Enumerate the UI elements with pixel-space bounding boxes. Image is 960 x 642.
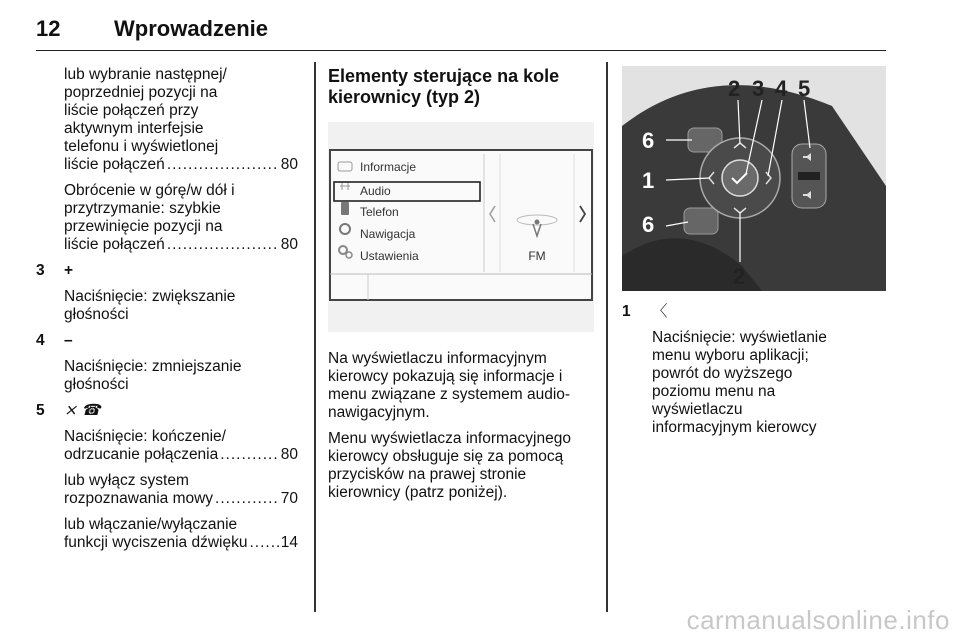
reference-page: 80 [280, 156, 298, 173]
voice-button-lower[interactable] [684, 208, 718, 234]
text-line: informacyjnym kierowcy [652, 419, 817, 436]
callout-4: 4 [775, 76, 788, 101]
menu-item-navigation[interactable]: Nawigacja [360, 227, 416, 241]
leader-dots [167, 236, 279, 254]
reference-page: 80 [280, 236, 298, 253]
menu-item-audio[interactable]: Audio [360, 184, 391, 198]
callout-2-top: 2 [728, 76, 741, 101]
text-line: Naciśnięcie: wyświetlanie [652, 329, 827, 346]
item-3-header [36, 262, 298, 280]
text-line: poprzedniej pozycji na [64, 84, 218, 101]
leader-dots [215, 490, 279, 508]
text-line: kierowcy obsługuje się za pomocą [328, 448, 564, 465]
column-right [622, 66, 886, 445]
text-line: Naciśnięcie: zwiększanie [64, 288, 236, 305]
text-line: głośności [64, 306, 129, 323]
column-divider-left [314, 62, 316, 612]
text-line: aktywnym interfejsie [64, 120, 204, 137]
text-line: Obrócenie w górę/w dół i [64, 182, 235, 199]
page-number: 12 [36, 16, 61, 41]
display-screen-svg [328, 122, 594, 332]
section-title [328, 66, 594, 108]
callout-2-bottom: 2 [733, 264, 746, 289]
text-line: Na wyświetlaczu informacyjnym [328, 350, 547, 367]
driver-info-display-illustration [328, 122, 594, 332]
reference-page: 70 [280, 490, 298, 507]
text-line: nawigacyjnym. [328, 404, 430, 421]
column-divider-right [606, 62, 608, 612]
text-line: wyświetlaczu [652, 401, 743, 418]
text-line: lub wybranie następnej/ [64, 66, 227, 83]
watermark: carmanualsonline.info [686, 605, 950, 635]
reference-text: odrzucanie połączenia [64, 446, 219, 463]
text-line: kierownicy (patrz poniżej). [328, 484, 508, 501]
text-line: Naciśnięcie: zmniejszanie [64, 358, 242, 375]
text-line: liście połączeń przy [64, 102, 199, 119]
continued-entry-1 [64, 66, 298, 174]
back-chevron-icon: 〈 [652, 303, 668, 320]
reference-text: liście połączeń [64, 236, 165, 253]
menu-item-phone[interactable]: Telefon [360, 205, 399, 219]
paragraph-2 [328, 430, 594, 502]
text-line: Naciśnięcie: kończenie/ [64, 428, 226, 445]
menu-item-settings[interactable]: Ustawienia [360, 249, 419, 263]
text-line: kierowcy pokazują się informacje i [328, 368, 563, 385]
text-line: głośności [64, 376, 129, 393]
callout-5: 5 [798, 76, 811, 101]
mute-phone-icon: ⨯ ☎ [64, 402, 101, 419]
page-reference[interactable] [64, 446, 298, 464]
item-number: 5 [36, 402, 45, 419]
text-line: lub włączanie/wyłączanie [64, 516, 238, 533]
paragraph-1 [328, 350, 594, 422]
page-header [36, 8, 886, 51]
text-line: telefonu i wyświetlonej [64, 138, 219, 155]
antenna-tip-icon [535, 220, 540, 225]
column-left [36, 66, 298, 560]
leader-dots [250, 534, 279, 552]
text-line: poziomu menu na [652, 383, 776, 400]
text-line: Menu wyświetlacza informacyjnego [328, 430, 571, 447]
item-5-header [36, 402, 298, 420]
page-reference[interactable] [64, 156, 298, 174]
steering-wheel-controls-illustration [622, 66, 886, 291]
text-line: menu związane z systemem audio- [328, 386, 571, 403]
ok-button[interactable] [722, 160, 758, 196]
item-4-header [36, 332, 298, 350]
page-reference[interactable] [64, 534, 298, 552]
text-line: przewinięcie pozycji na [64, 218, 223, 235]
menu-item-info[interactable]: Informacje [360, 160, 417, 174]
phone-icon [341, 202, 349, 215]
item-3-description [64, 288, 298, 324]
text-line: powrót do wyższego [652, 365, 793, 382]
reference-text: rozpoznawania mowy [64, 490, 214, 507]
item-number: 1 [622, 303, 631, 320]
reference-page: 80 [280, 446, 298, 463]
steering-wheel-svg [622, 66, 886, 291]
reference-text: liście połączeń [64, 156, 165, 173]
source-label: FM [528, 249, 546, 263]
minus-symbol: – [64, 332, 73, 349]
callout-6-top: 6 [642, 128, 655, 153]
item-5-description [64, 428, 298, 464]
text-line: menu wyboru aplikacji; [652, 347, 809, 364]
item-number: 3 [36, 262, 45, 279]
leader-dots [220, 446, 279, 464]
callout-1: 1 [642, 168, 655, 193]
item-1-header [622, 303, 886, 321]
reference-page: 14 [280, 534, 298, 551]
title-line: Elementy sterujące na kole [328, 66, 560, 86]
item-5-option-2 [64, 472, 298, 508]
column-middle [328, 66, 594, 510]
page-reference[interactable] [64, 490, 298, 508]
text-line: przytrzymanie: szybkie [64, 200, 221, 217]
callout-6-bottom: 6 [642, 212, 655, 237]
callout-3: 3 [752, 76, 765, 101]
title-line: kierownicy (typ 2) [328, 87, 481, 107]
item-5-option-3 [64, 516, 298, 552]
volume-rocker-divider [798, 172, 820, 180]
reference-text: funkcji wyciszenia dźwięku [64, 534, 248, 551]
leader-dots [167, 156, 279, 174]
page-reference[interactable] [64, 236, 298, 254]
plus-symbol: + [64, 262, 74, 279]
continued-entry-2 [64, 182, 298, 254]
item-number: 4 [36, 332, 45, 349]
chapter-title: Wprowadzenie [114, 16, 269, 41]
text-line: przycisków na prawej stronie [328, 466, 527, 483]
text-line: lub wyłącz system [64, 472, 189, 489]
item-4-description [64, 358, 298, 394]
item-1-description [652, 329, 886, 437]
